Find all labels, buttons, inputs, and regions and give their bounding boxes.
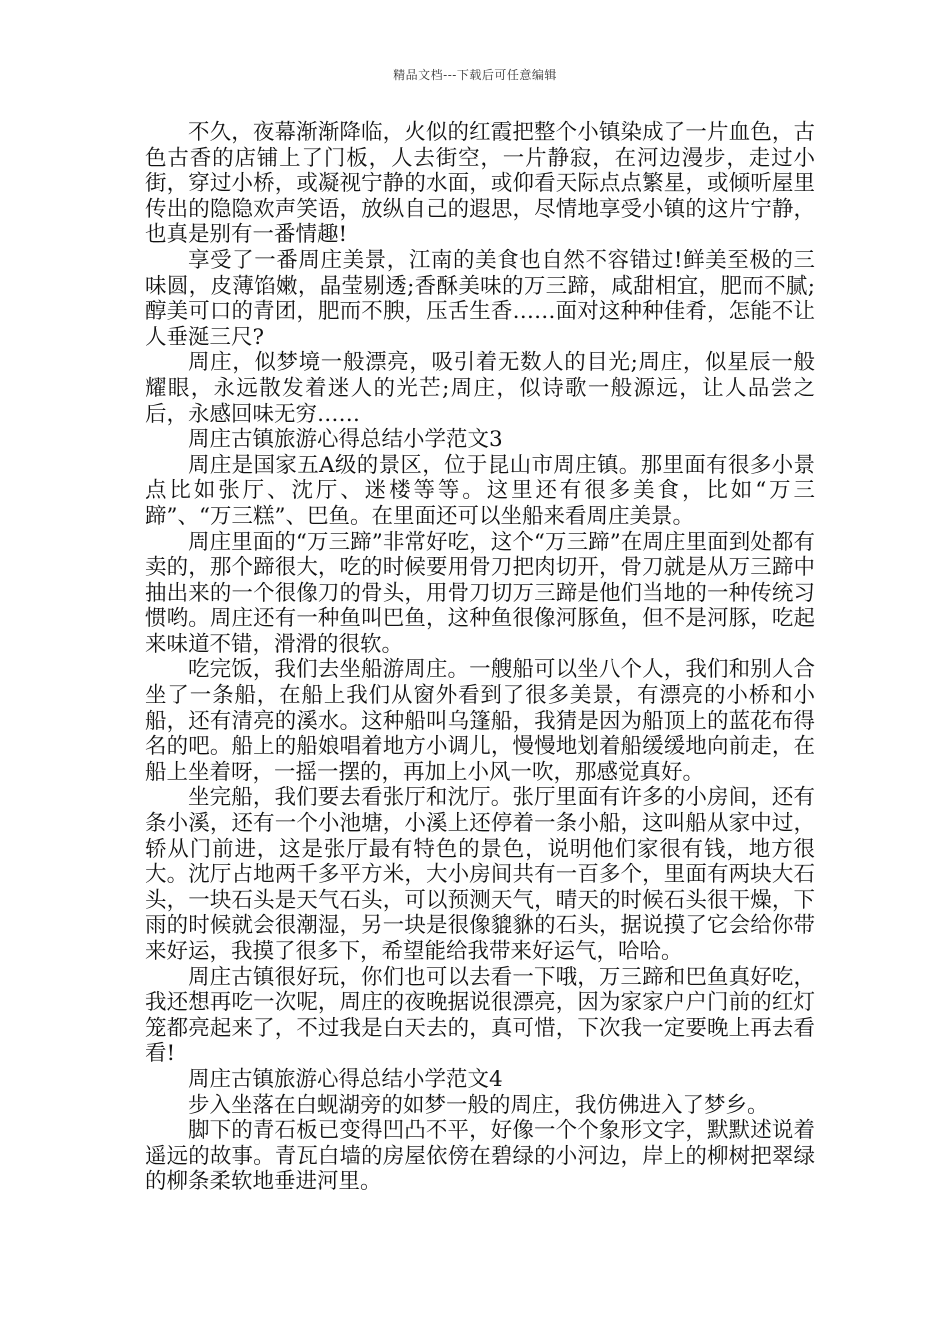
paragraph: 周庄里面的“万三蹄”非常好吃，这个“万三蹄”在周庄里面到处都有卖的，那个蹄很大，吃的时候要用骨刀把肉切开，骨刀就是从万三蹄中抽出来的一个很像刀的骨头，用骨刀切万三蹄是他们当地的一种传统习惯哟。周庄还有一种鱼叫巴鱼，这种鱼很像河豚鱼，但不是河豚，吃起来味道不错，滑滑的很软。 bbox=[145, 529, 815, 657]
paragraph: 周庄，似梦境一般漂亮，吸引着无数人的目光;周庄，似星辰一般耀眼，永远散发着迷人的光芒;周庄，似诗歌一般源远，让人品尝之后，永感回味无穷…… bbox=[145, 350, 815, 427]
paragraph: 不久，夜幕渐渐降临，火似的红霞把整个小镇染成了一片血色，古色古香的店铺上了门板，人去街空，一片静寂，在河边漫步，走过小街，穿过小桥，或凝视宁静的水面，或仰看天际点点繁星，或倾听屋里传出的隐隐欢声笑语，放纵自己的遐思，尽情地享受小镇的这片宁静，也真是别有一番情趣! bbox=[145, 120, 815, 248]
document-body bbox=[145, 120, 815, 1195]
paragraph: 享受了一番周庄美景，江南的美食也自然不容错过!鲜美至极的三味圆，皮薄馅嫩，晶莹剔透;香酥美味的万三蹄，咸甜相宜，肥而不腻;醇美可口的青团，肥而不腴，压舌生香……面对这种种佳肴，怎能不让人垂涎三尺? bbox=[145, 247, 815, 350]
paragraph: 周庄是国家五A级的景区，位于昆山市周庄镇。那里面有很多小景点比如张厅、沈厅、迷楼等等。这里还有很多美食，比如“万三蹄”、“万三糕”、巴鱼。在里面还可以坐船来看周庄美景。 bbox=[145, 452, 815, 529]
paragraph: 周庄古镇很好玩，你们也可以去看一下哦，万三蹄和巴鱼真好吃，我还想再吃一次呢，周庄的夜晚据说很漂亮，因为家家户户门前的红灯笼都亮起来了，不过我是白天去的，真可惜，下次我一定要晚上再去看看! bbox=[145, 964, 815, 1067]
paragraph: 脚下的青石板已变得凹凸不平，好像一个个象形文字，默默述说着遥远的故事。青瓦白墙的房屋依傍在碧绿的小河边，岸上的柳树把翠绿的柳条柔软地垂进河里。 bbox=[145, 1118, 815, 1195]
section-heading: 周庄古镇旅游心得总结小学范文4 bbox=[188, 1066, 503, 1092]
paragraph: 坐完船，我们要去看张厅和沈厅。张厅里面有许多的小房间，还有条小溪，还有一个小池塘，小溪上还停着一条小船，这叫船从家中过，轿从门前进，这是张厅最有特色的景色，说明他们家很有钱，地方很大。沈厅占地两千多平方米，大小房间共有一百多个，里面有两块大石头，一块石头是天气石头，可以预测天气，晴天的时候石头很干燥，下雨的时候就会很潮湿，另一块是很像貔貅的石头，据说摸了它会给你带来好运，我摸了很多下，希望能给我带来好运气，哈哈。 bbox=[145, 785, 815, 964]
paragraph: 吃完饭，我们去坐船游周庄。一艘船可以坐八个人，我们和别人合坐了一条船，在船上我们从窗外看到了很多美景，有漂亮的小桥和小船，还有清亮的溪水。这种船叫乌篷船，我猜是因为船顶上的蓝花布得名的吧。船上的船娘唱着地方小调儿，慢慢地划着船缓缓地向前走，在船上坐着呀，一摇一摆的，再加上小风一吹，那感觉真好。 bbox=[145, 657, 815, 785]
page-header: 精品文档---下载后可任意编辑 bbox=[393, 68, 557, 82]
paragraph: 步入坐落在白蚬湖旁的如梦一般的周庄，我仿佛进入了梦乡。 bbox=[188, 1092, 769, 1118]
section-heading: 周庄古镇旅游心得总结小学范文3 bbox=[188, 427, 503, 453]
